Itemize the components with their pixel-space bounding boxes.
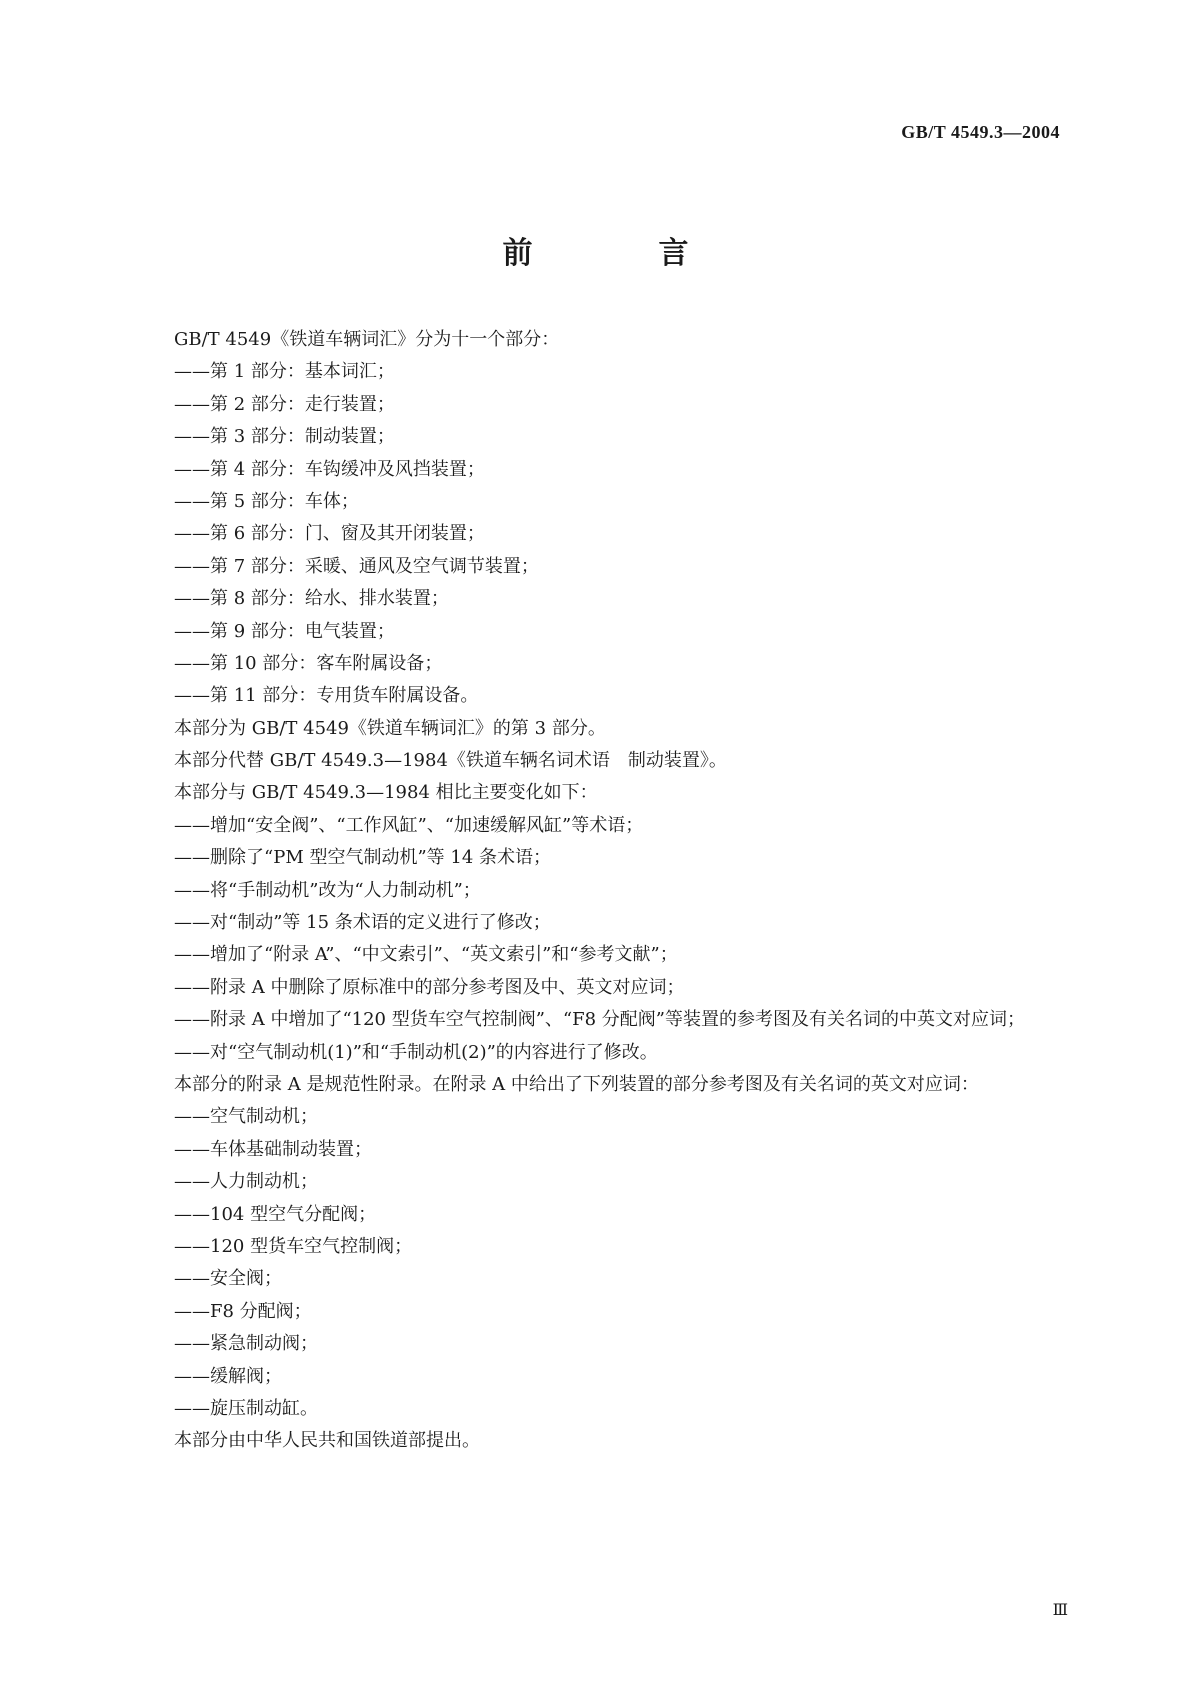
list-item: ——车体基础制动装置； — [174, 1138, 372, 1160]
paragraph: 本部分由中华人民共和国铁道部提出。 — [174, 1430, 480, 1452]
list-item: ——缓解阀； — [174, 1365, 282, 1387]
list-item: ——第 9 部分：电气装置； — [174, 620, 395, 642]
list-item: ——人力制动机； — [174, 1171, 318, 1193]
paragraph: 本部分与 GB/T 4549.3—1984 相比主要变化如下： — [174, 782, 598, 804]
foreword-body — [122, 324, 1062, 1458]
list-item: ——将“手制动机”改为“人力制动机”； — [174, 879, 481, 901]
list-item: ——对“制动”等 15 条术语的定义进行了修改； — [174, 912, 551, 934]
list-item: ——第 1 部分：基本词汇； — [174, 361, 395, 383]
list-item: ——安全阀； — [174, 1268, 282, 1290]
standard-code: GB/T 4549.3—2004 — [901, 122, 1060, 142]
list-item: ——第 6 部分：门、窗及其开闭装置； — [174, 523, 485, 545]
paragraph: 本部分为 GB/T 4549《铁道车辆词汇》的第 3 部分。 — [174, 717, 606, 739]
list-item: ——第 8 部分：给水、排水装置； — [174, 588, 449, 610]
list-item: ——第 11 部分：专用货车附属设备。 — [174, 685, 479, 707]
list-item: ——第 4 部分：车钩缓冲及风挡装置； — [174, 458, 485, 480]
paragraph: 本部分的附录 A 是规范性附录。在附录 A 中给出了下列装置的部分参考图及有关名词的英文对应词： — [174, 1074, 979, 1095]
page-title: 前 言 — [502, 236, 737, 271]
list-item: ——第 10 部分：客车附属设备； — [174, 652, 443, 674]
list-item: ——增加了“附录 A”、“中文索引”、“英文索引”和“参考文献”； — [174, 944, 678, 966]
list-item: ——紧急制动阀； — [174, 1333, 318, 1355]
paragraph: GB/T 4549《铁道车辆词汇》分为十一个部分： — [174, 329, 560, 350]
page-number: Ⅲ — [1052, 1602, 1068, 1619]
list-item: ——第 2 部分：走行装置； — [174, 393, 395, 415]
list-item: ——第 5 部分：车体； — [174, 490, 359, 512]
paragraph: 本部分代替 GB/T 4549.3—1984《铁道车辆名词术语 制动装置》。 — [174, 750, 727, 772]
list-item: ——120 型货车空气控制阀； — [174, 1235, 413, 1257]
list-item: ——旋压制动缸。 — [174, 1397, 318, 1419]
list-item: ——空气制动机； — [174, 1106, 318, 1128]
list-item: ——附录 A 中增加了“120 型货车空气控制阀”、“F8 分配阀”等装置的参考图及有关名词的中英文对应词； — [174, 1009, 1025, 1031]
list-item: ——附录 A 中删除了原标准中的部分参考图及中、英文对应词； — [174, 976, 685, 998]
list-item: ——第 7 部分：采暖、通风及空气调节装置； — [174, 555, 539, 577]
list-item: ——删除了“PM 型空气制动机”等 14 条术语； — [174, 847, 552, 869]
list-item: ——增加“安全阀”、“工作风缸”、“加速缓解风缸”等术语； — [174, 814, 644, 836]
list-item: ——104 型空气分配阀； — [174, 1203, 377, 1225]
list-item: ——第 3 部分：制动装置； — [174, 426, 395, 448]
list-item: ——对“空气制动机(1)”和“手制动机(2)”的内容进行了修改。 — [174, 1041, 658, 1063]
list-item: ——F8 分配阀； — [174, 1300, 312, 1322]
